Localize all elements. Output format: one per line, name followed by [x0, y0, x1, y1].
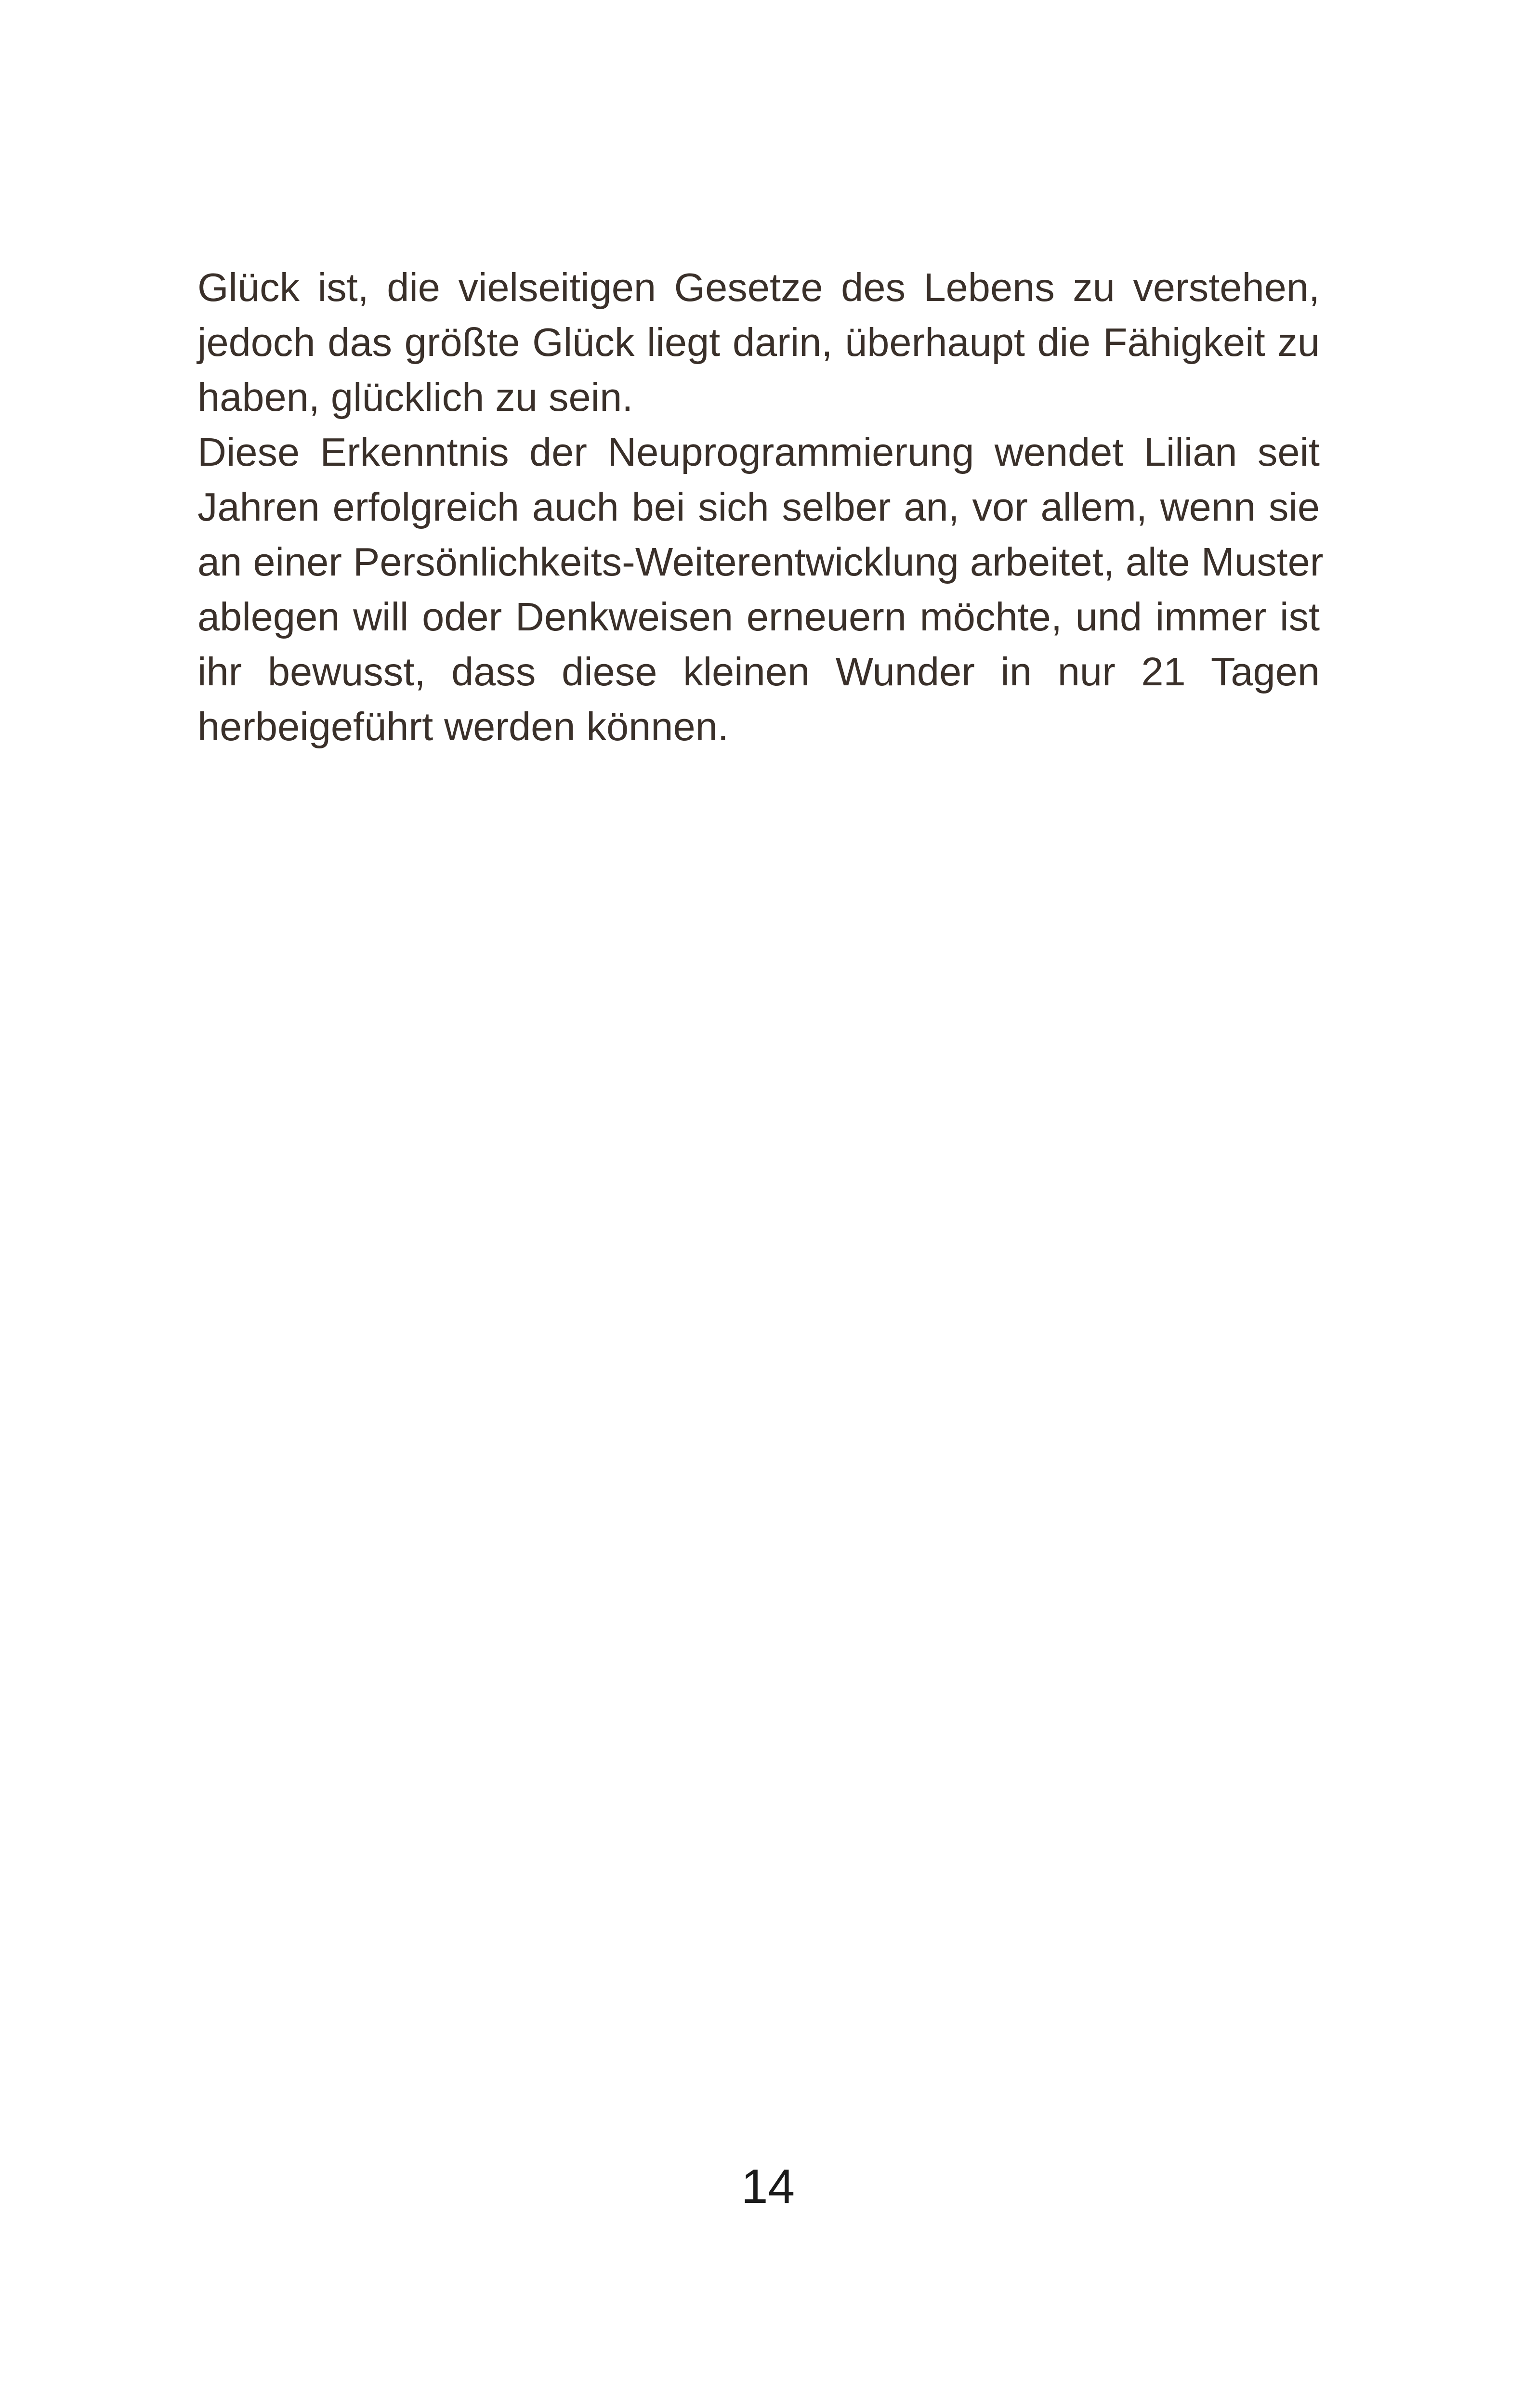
text-line: an einer Persönlichkeits-Weiterentwicklung arbeitet, alte Muster — [197, 539, 1324, 584]
body-text — [197, 260, 1324, 754]
text-line: ablegen will oder Denkweisen erneuern möchte, und immer ist — [197, 594, 1320, 639]
paragraph-1 — [197, 260, 1320, 425]
text-line: jedoch das größte Glück liegt darin, überhaupt die Fähigkeit zu — [197, 320, 1320, 365]
text-line: ihr bewusst, dass diese kleinen Wunder in nur 21 Tagen — [197, 649, 1320, 694]
text-line: Jahren erfolgreich auch bei sich selber an, vor allem, wenn sie — [197, 484, 1320, 529]
text-line: Diese Erkenntnis der Neuprogrammierung wendet Lilian seit — [197, 430, 1320, 474]
text-line: haben, glücklich zu sein. — [197, 375, 633, 419]
text-line: herbeigeführt werden können. — [197, 704, 729, 749]
text-line: Glück ist, die vielseitigen Gesetze des Lebens zu verstehen, — [197, 265, 1320, 310]
page-number: 14 — [741, 2159, 795, 2213]
paragraph-2 — [197, 425, 1324, 754]
